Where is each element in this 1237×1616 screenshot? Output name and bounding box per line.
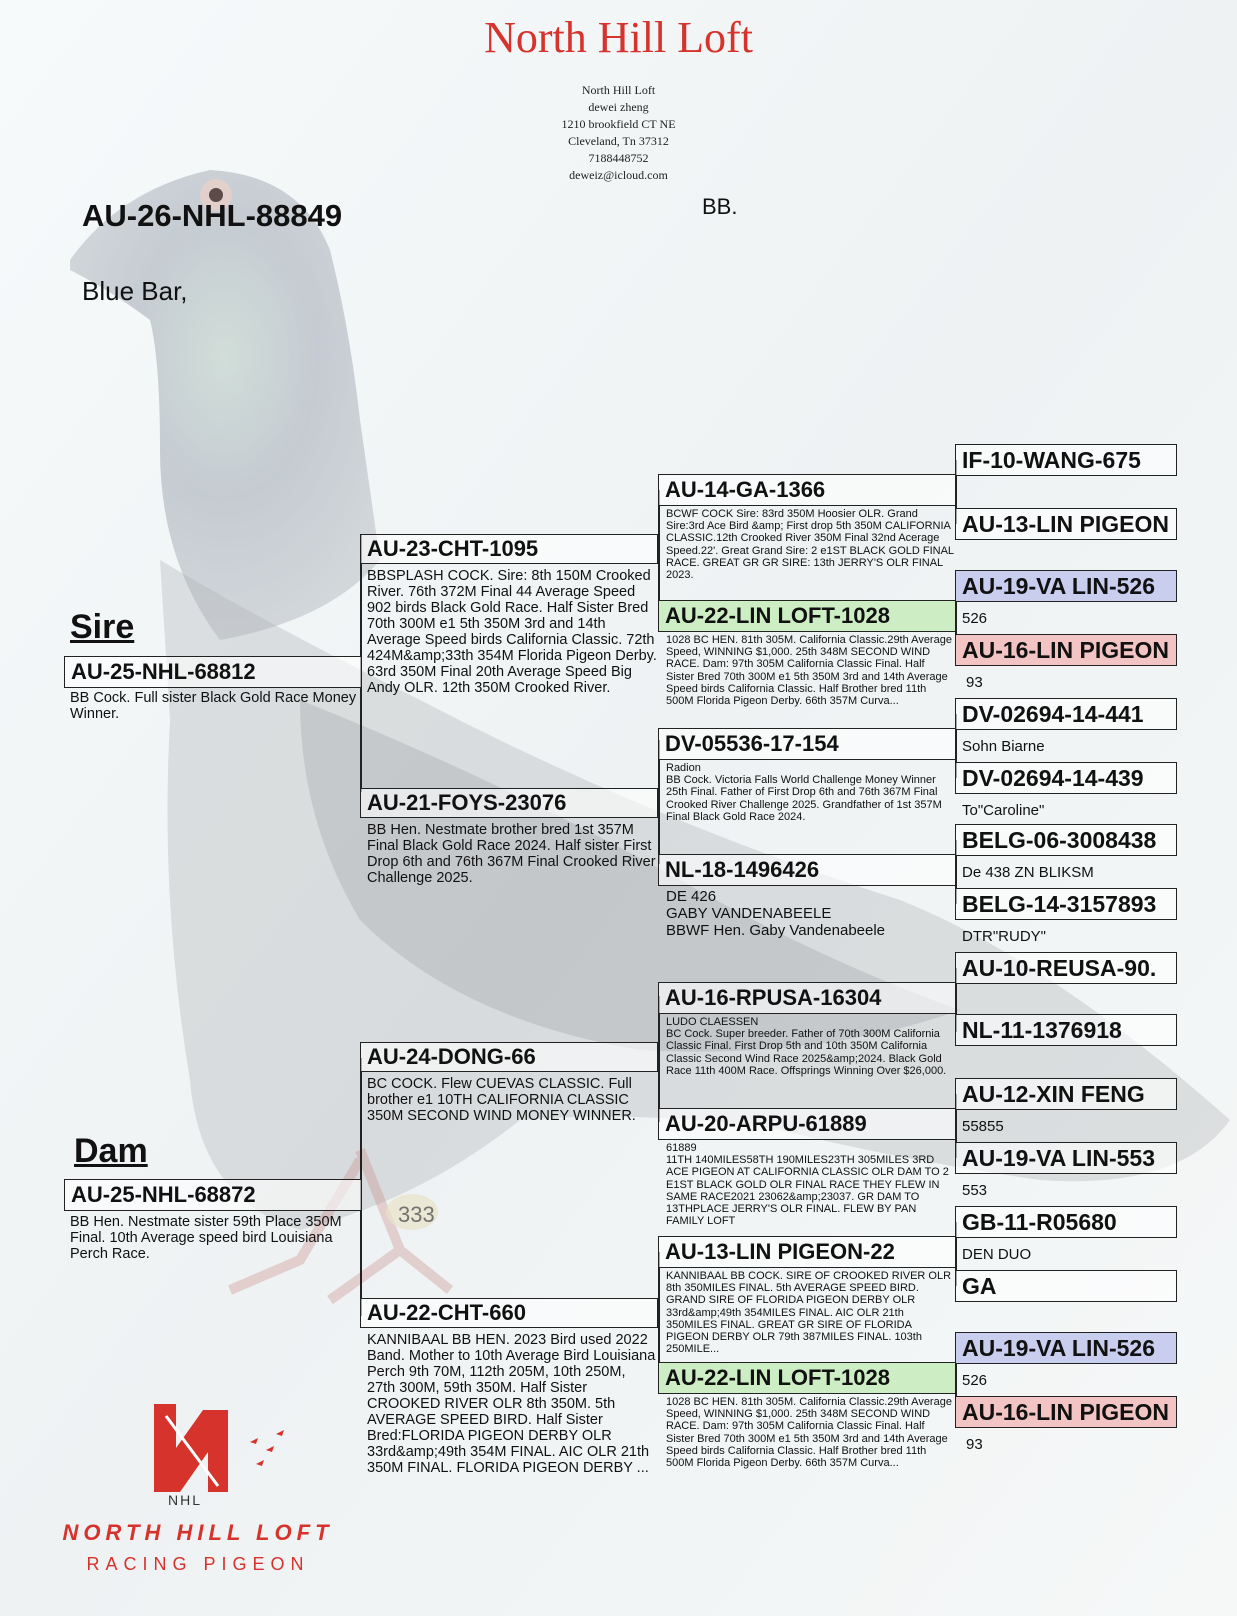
g2-box-2[interactable]: AU-21-FOYS-23076: [360, 788, 658, 818]
g4-box-15[interactable]: AU-19-VA LIN-526: [955, 1332, 1177, 1364]
g3-desc-2: 1028 BC HEN. 81th 305M. California Classic.29th Average Speed, WINNING $1,000. 25th 348M SECOND WIND RACE. Dam: 97th 305M California Classic Final. Half Sister Bred 70th 300M e1 5th 350M 3rd and 14th Average Speed birds California Classic. Half Brother bred 11th 500M Florida Pigeon Derby. 66th 357M Curva...: [666, 634, 952, 708]
g4-note-11: 55855: [962, 1118, 1004, 1135]
g4-note-12: 553: [962, 1182, 988, 1199]
logo-name: NORTH HILL LOFT: [62, 1520, 334, 1545]
logo-tagline: RACING PIGEON: [86, 1554, 310, 1574]
g2-desc-4: KANNIBAAL BB HEN. 2023 Bird used 2022 Band. Mother to 10th Average Bird Louisiana Perch 9th 70M, 112th 205M, 10th 250M, 27th 300M, 59th 350M. Half Sister CROOKED RIVER OLR 8th 350M. 5th AVERAGE SPEED BIRD. Half Sister Bred:FLORIDA PIGEON DERBY OLR 33rd&amp;49th 354M FINAL. AIC OLR 21th 350M FINAL. FLORIDA PIGEON DERBY ...: [367, 1332, 656, 1476]
g3-box-2[interactable]: AU-22-LIN LOFT-1028: [658, 600, 956, 632]
g3-desc-8: 1028 BC HEN. 81th 305M. California Classic.29th Average Speed, WINNING $1,000. 25th 348M SECOND WIND RACE. Dam: 97th 305M California Classic Final. Half Sister Bred 70th 300M e1 5th 350M 3rd and 14th Average Speed birds California Classic. Half Brother bred 11th 500M Florida Pigeon Derby. 66th 357M Curva...: [666, 1396, 952, 1470]
g4-box-13[interactable]: GB-11-R05680: [955, 1206, 1177, 1238]
g4-box-1[interactable]: IF-10-WANG-675: [955, 444, 1177, 476]
g4-note-13: DEN DUO: [962, 1246, 1032, 1263]
contact-address: 1210 brookfield CT NE: [561, 117, 676, 131]
g2-box-4[interactable]: AU-22-CHT-660: [360, 1298, 658, 1328]
g4-box-6[interactable]: DV-02694-14-439: [955, 762, 1177, 794]
g3-desc-1: BCWF COCK Sire: 83rd 350M Hoosier OLR. Grand Sire:3rd Ace Bird &amp; First drop 5th 350M CALIFORNIA CLASSIC.12th Crooked River 350M Final 32nd Acerage Speed.22'. Great Grand Sire: 2 e1ST BLACK GOLD FINAL RACE. GREAT GR GR SIRE: 13th JERRY'S OLR FINAL 2023.: [666, 508, 954, 582]
g4-note-7: De 438 ZN BLIKSM: [962, 864, 1094, 881]
sire-description: BB Cock. Full sister Black Gold Race Money Winner.: [70, 690, 357, 722]
g3-desc-3: Radion BB Cock. Victoria Falls World Challenge Money Winner 25th Final. Father of First Drop 6th and 76th 367M Final Crooked River Challenge 2025. Grandfather of 1st 357M Final Black Gold Race 2024.: [666, 762, 942, 823]
connector-g2-3: [658, 996, 660, 1122]
g4-box-11[interactable]: AU-12-XIN FENG: [955, 1078, 1177, 1110]
g4-note-16: 93: [966, 1436, 983, 1453]
g4-note-5: Sohn Biarne: [962, 738, 1045, 755]
subject-band: AU-26-NHL-88849: [82, 198, 343, 233]
g2-desc-3: BC COCK. Flew CUEVAS CLASSIC. Full brother e1 10TH CALIFORNIA CLASSIC 350M SECOND WIND MONEY WINNER.: [367, 1076, 636, 1124]
contact-email[interactable]: deweiz@icloud.com: [569, 168, 668, 182]
g3-box-5[interactable]: AU-16-RPUSA-16304: [658, 982, 956, 1014]
g3-box-3[interactable]: DV-05536-17-154: [658, 728, 956, 760]
sire-band-box[interactable]: AU-25-NHL-68812: [64, 656, 362, 688]
contact-name: North Hill Loft: [581, 83, 656, 97]
sire-heading: Sire: [70, 608, 135, 646]
g4-box-3[interactable]: AU-19-VA LIN-526: [955, 570, 1177, 602]
g2-box-1[interactable]: AU-23-CHT-1095: [360, 534, 658, 564]
g4-note-15: 526: [962, 1372, 988, 1389]
g3-box-6[interactable]: AU-20-ARPU-61889: [658, 1108, 956, 1140]
loft-logo: [28, 1396, 368, 1596]
g4-box-12[interactable]: AU-19-VA LIN-553: [955, 1142, 1177, 1174]
loft-title: North Hill Loft: [484, 13, 753, 62]
g2-desc-1: BBSPLASH COCK. Sire: 8th 150M Crooked River. 76th 372M Final 44 Average Speed 902 birds Black Gold Race. Half Sister Bred 70th 300M e1 5th 350M 3rd and 14th Average Speed birds California Classic. 72th 424M&amp;33th 354M Florida Pigeon Derby. 63rd 350M Final 20th Average Speed Big Andy OLR. 12th 350M Crooked River.: [367, 568, 657, 696]
subject-color: Blue Bar,: [82, 276, 188, 306]
g4-box-9[interactable]: AU-10-REUSA-90.: [955, 952, 1177, 984]
g4-note-6: To"Caroline": [962, 802, 1045, 819]
dam-heading: Dam: [74, 1132, 148, 1170]
g4-note-3: 526: [962, 610, 988, 627]
g4-box-7[interactable]: BELG-06-3008438: [955, 824, 1177, 856]
g4-box-16[interactable]: AU-16-LIN PIGEON: [955, 1396, 1177, 1428]
g4-note-4: 93: [966, 674, 983, 691]
g2-desc-2: BB Hen. Nestmate brother bred 1st 357M Final Black Gold Race 2024. Half sister First Drop 6th and 76th 367M Final Crooked River Challenge 2025.: [367, 822, 656, 886]
g4-box-10[interactable]: NL-11-1376918: [955, 1014, 1177, 1046]
g3-desc-5: LUDO CLAESSEN BC Cock. Super breeder. Father of 70th 300M California Classic Final. First Drop 5th and 10th 350M California Classic Second Wind Race 2025&amp;2024. Black Gold Race 11th 400M Race. Offsprings Winning Over $26,000.: [666, 1016, 947, 1077]
contact-owner: dewei zheng: [588, 100, 649, 114]
g4-box-14[interactable]: GA: [955, 1270, 1177, 1302]
g3-desc-7: KANNIBAAL BB COCK. SIRE OF CROOKED RIVER OLR 8th 350MILES FINAL. 5th AVERAGE SPEED BIRD. GRAND SIRE OF FLORIDA PIGEON DERBY OLR 33rd&amp;49th 354MILES FINAL. AIC OLR 21th 350MILES FINAL. GREAT GR SIRE OF FLORIDA PIGEON DERBY OLR 79th 387MILES FINAL. 103th 250MILE...: [666, 1270, 952, 1356]
g4-box-5[interactable]: DV-02694-14-441: [955, 698, 1177, 730]
g4-box-4[interactable]: AU-16-LIN PIGEON: [955, 634, 1177, 666]
g3-box-1[interactable]: AU-14-GA-1366: [658, 474, 956, 506]
g3-box-4[interactable]: NL-18-1496426: [658, 854, 956, 886]
g3-desc-6: 61889 11TH 140MILES58TH 190MILES23TH 305MILES 3RD ACE PIGEON AT CALIFORNIA CLASSIC OLR DAM TO 2 E1ST BLACK GOLD OLR FINAL RACE THEY FLEW IN SAME RACE2021 23062&amp;23037. GR DAM TO 13THPLACE JERRY'S OLR FINAL. FLEW BY PAN FAMILY LOFT: [666, 1142, 949, 1228]
contact-phone: 7188448752: [588, 151, 649, 165]
contact-city: Cleveland, Tn 37312: [568, 134, 669, 148]
dam-band-box[interactable]: AU-25-NHL-68872: [64, 1179, 362, 1211]
g2-box-3[interactable]: AU-24-DONG-66: [360, 1042, 658, 1072]
leg-band-text: 333: [398, 1202, 435, 1227]
subject-type: BB.: [702, 194, 738, 219]
logo-abbr: NHL: [168, 1492, 203, 1508]
g3-box-7[interactable]: AU-13-LIN PIGEON-22: [658, 1236, 956, 1268]
g3-desc-4: DE 426 GABY VANDENABEELE BBWF Hen. Gaby Vandenabeele: [666, 888, 886, 939]
connector-g2-1: [658, 490, 660, 614]
g3-box-8[interactable]: AU-22-LIN LOFT-1028: [658, 1362, 956, 1394]
g4-note-8: DTR"RUDY": [962, 928, 1046, 945]
g4-box-2[interactable]: AU-13-LIN PIGEON: [955, 508, 1177, 540]
g4-box-8[interactable]: BELG-14-3157893: [955, 888, 1177, 920]
connector-g2-4: [658, 1252, 660, 1378]
dam-description: BB Hen. Nestmate sister 59th Place 350M Final. 10th Average speed bird Louisiana Perch Race.: [70, 1214, 342, 1262]
